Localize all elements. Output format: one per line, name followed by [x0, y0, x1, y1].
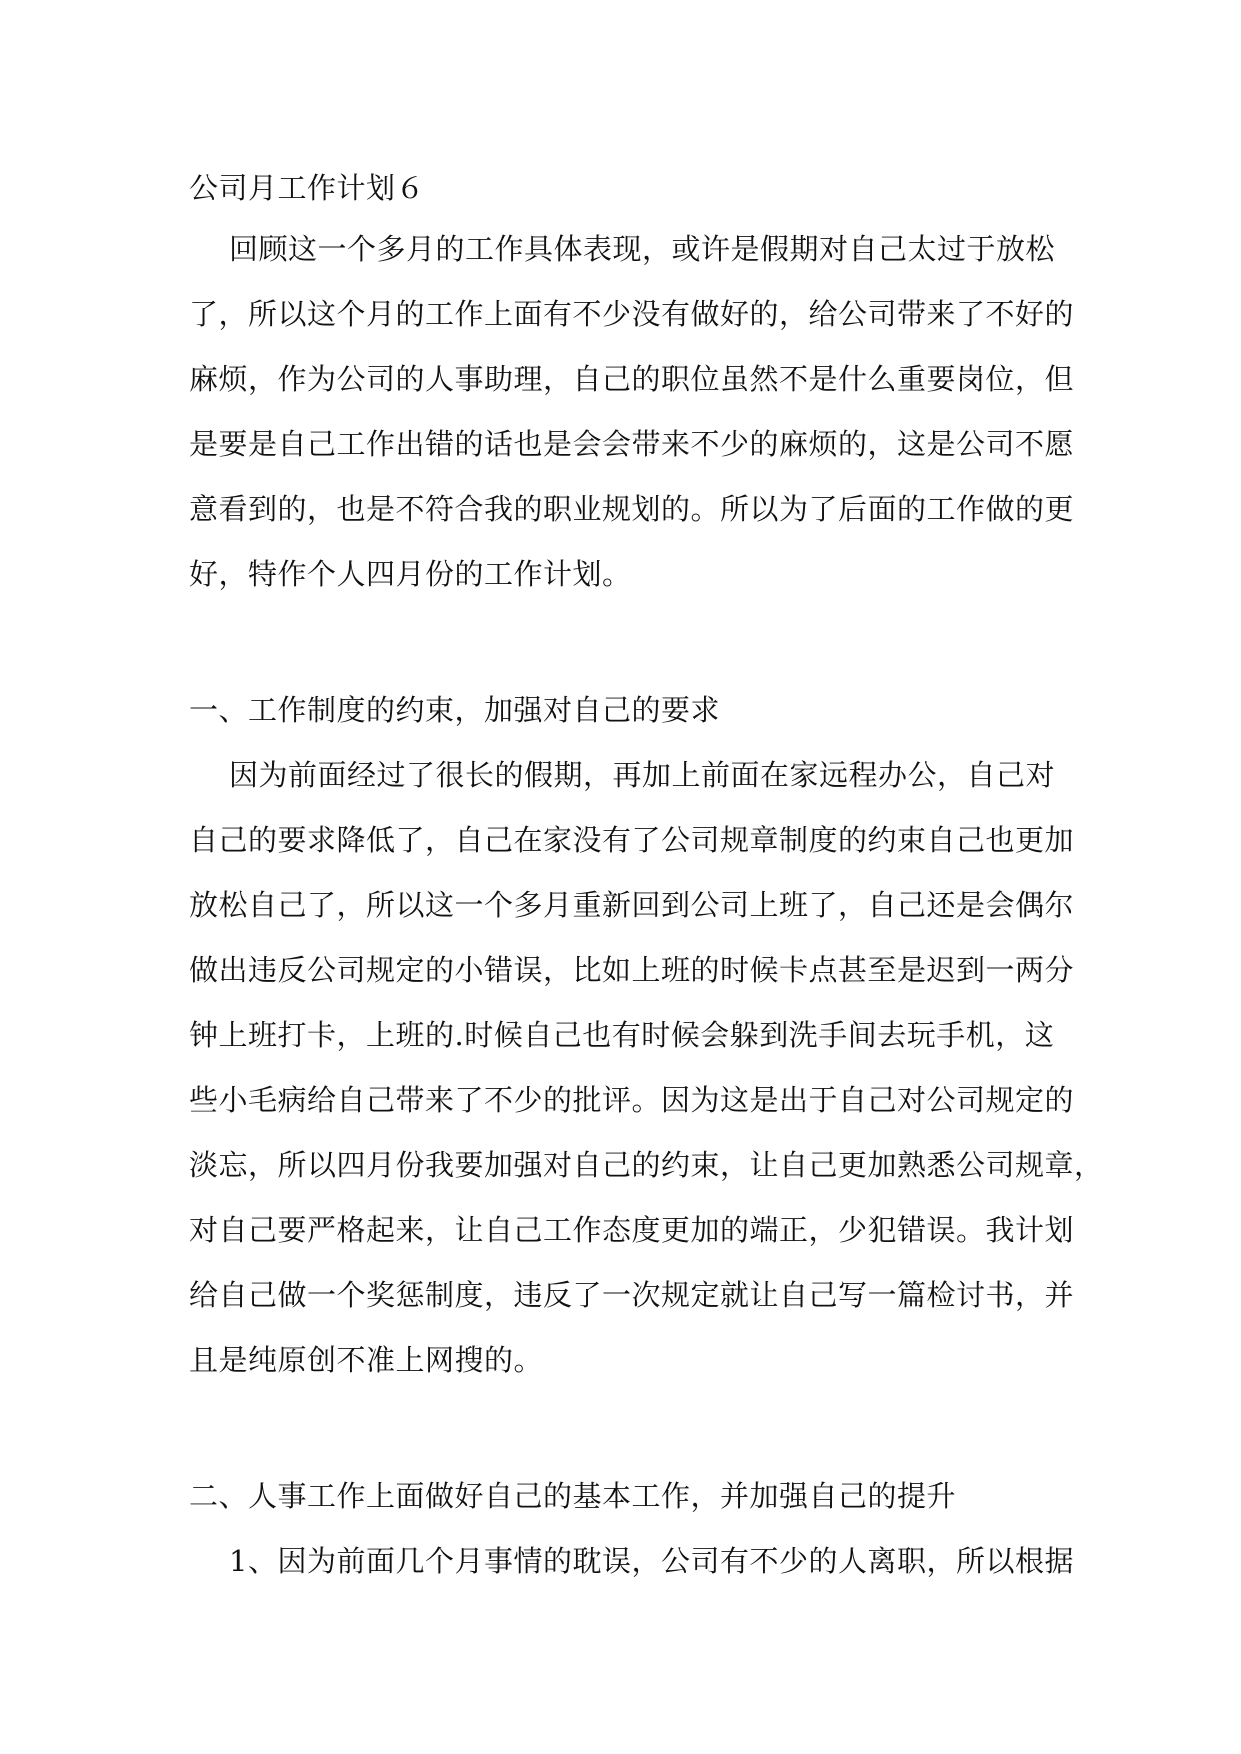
- intro-line: 意看到的，也是不符合我的职业规划的。所以为了后面的工作做的更: [189, 492, 1075, 526]
- intro-line: 麻烦，作为公司的人事助理，自己的职位虽然不是什么重要岗位，但: [189, 362, 1075, 396]
- section1-line: 自己的要求降低了，自己在家没有了公司规章制度的约束自己也更加: [189, 823, 1075, 857]
- section1-line: 且是纯原创不准上网搜的。: [189, 1343, 544, 1377]
- section1-line: 因为前面经过了很长的假期，再加上前面在家远程办公，自己对: [229, 758, 1056, 792]
- intro-line: 是要是自己工作出错的话也是会会带来不少的麻烦的，这是公司不愿: [189, 427, 1075, 461]
- intro-line: 了，所以这个月的工作上面有不少没有做好的，给公司带来了不好的: [189, 297, 1075, 331]
- section1-line: 做出违反公司规定的小错误，比如上班的时候卡点甚至是迟到一两分: [189, 953, 1075, 987]
- section1-line: 些小毛病给自己带来了不少的批评。因为这是出于自己对公司规定的: [189, 1083, 1075, 1117]
- intro-line: 回顾这一个多月的工作具体表现，或许是假期对自己太过于放松: [229, 232, 1056, 266]
- paragraph-spacer: [189, 1393, 1065, 1464]
- section1-line: 放松自己了，所以这一个多月重新回到公司上班了，自己还是会偶尔: [189, 888, 1075, 922]
- section1-line: 给自己做一个奖惩制度，违反了一次规定就让自己写一篇检讨书，并: [189, 1278, 1075, 1312]
- section1-line: 淡忘，所以四月份我要加强对自己的约束，让自己更加熟悉公司规章，: [189, 1148, 1104, 1182]
- document-title: 公司月工作计划６: [189, 171, 426, 205]
- intro-line: 好，特作个人四月份的工作计划。: [189, 557, 632, 591]
- section2-line: 1、因为前面几个月事情的耽误，公司有不少的人离职，所以根据: [229, 1544, 1074, 1578]
- paragraph-spacer: [189, 607, 1065, 678]
- section1-line: 对自己要严格起来，让自己工作态度更加的端正，少犯错误。我计划: [189, 1213, 1075, 1247]
- document-body: [189, 160, 1104, 1594]
- section1-line: 钟上班打卡，上班的.时候自己也有时候会躲到洗手间去玩手机，这: [189, 1018, 1055, 1052]
- section1-heading: 一、工作制度的约束，加强对自己的要求: [189, 693, 721, 727]
- section2-heading: 二、人事工作上面做好自己的基本工作，并加强自己的提升: [189, 1479, 957, 1513]
